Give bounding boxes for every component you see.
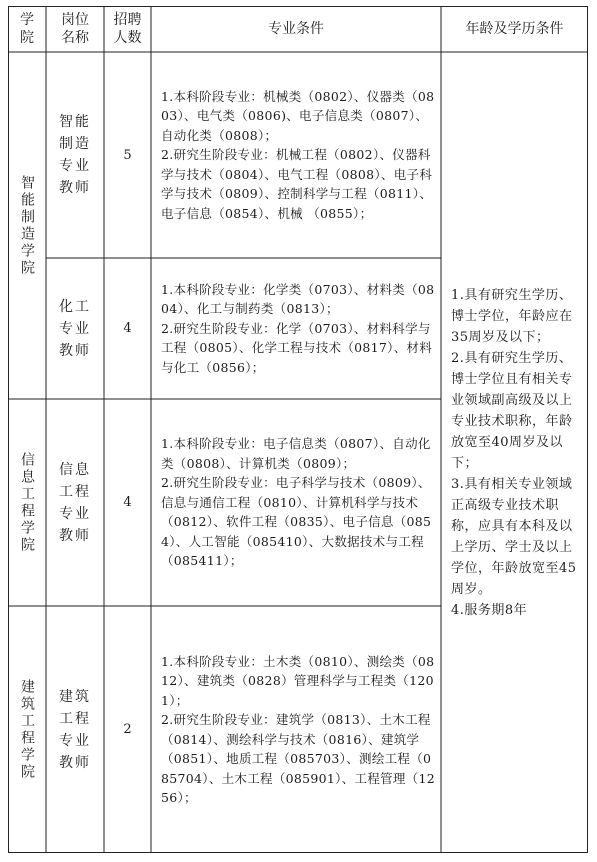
count-cell: 4 [123,321,132,336]
age-condition-item: 1.具有研究生学历、博士学位，年龄应在35周岁及以下； [451,287,573,345]
position-cell: 智能制造专业教师 [59,114,91,196]
position-cell: 化工专业教师 [59,298,91,359]
count-cell: 5 [123,147,132,163]
position-cell: 建筑工程专业教师 [59,688,91,771]
college-cell: 建筑工程学院 [19,678,35,781]
age-condition-item: 2.具有研究生学历、博士学位且有相关专业领域副高级及以上专业技术职称，年龄放宽至40周岁及以下； [451,350,573,471]
header-major: 专业条件 [268,21,324,37]
college-cell: 信息工程学院 [19,451,35,554]
major-cell: 1.本科阶段专业：化学类（0703）、材料类（0804）、化工与制药类（0813）； 2.研究生阶段专业：化学（0703）、材料科学与工程（0805）、化学工程与技术（0817）、材料与化工（0856）； [161,281,435,375]
age-conditions-cell [441,52,588,853]
age-condition-item: 4.服务期8年 [451,602,528,618]
college-cell: 智能制造学院 [19,174,35,277]
position-cell: 信息工程专业教师 [59,461,91,544]
header-position: 岗位名称 [61,12,89,46]
header-college: 学院 [20,12,34,46]
major-cell: 1.本科阶段专业：土木类（0810）、测绘类（0812）、建筑类（0828）管理科学与工程类（1201）； 2.研究生阶段专业：建筑学（0813）、土木工程（0814）、测绘科学与技术（0816）、建筑学（0851）、地质工程（085703）、测绘工程（085704）、土木工程（085901）、工程管理（1256）； [161,653,435,805]
age-condition-item: 3.具有相关专业领域正高级专业技术职称，应具有本科及以上学历、学士及以上学位，年龄放宽至45周岁。 [451,476,577,597]
header-age: 年龄及学历条件 [465,21,564,37]
major-cell: 1.本科阶段专业：机械类（0802）、仪器类（0803）、电气类（0806)、电子信息类（0807）、自动化类（0808）； 2.研究生阶段专业：机械工程（0802）、仪器科学与技术（0804）、电气工程（0808）、电子科学与技术（0809）、控制科学与工程（0811）、电子信息（0854）、机械 （0855）； [161,88,435,221]
major-cell: 1.本科阶段专业：电子信息类（0807）、自动化类（0808）、计算机类（0809）； 2.研究生阶段专业：电子科学与技术（0809）、信息与通信工程（0810）、计算机科学与技术（0812）、软件工程（0835）、电子信息（0854）、人工智能（085410）、大数据技术与工程（085411）； [161,436,432,569]
count-cell: 4 [123,495,132,510]
recruitment-table [8,6,588,853]
count-cell: 2 [123,722,132,737]
header-count: 招聘人数 [113,12,142,46]
